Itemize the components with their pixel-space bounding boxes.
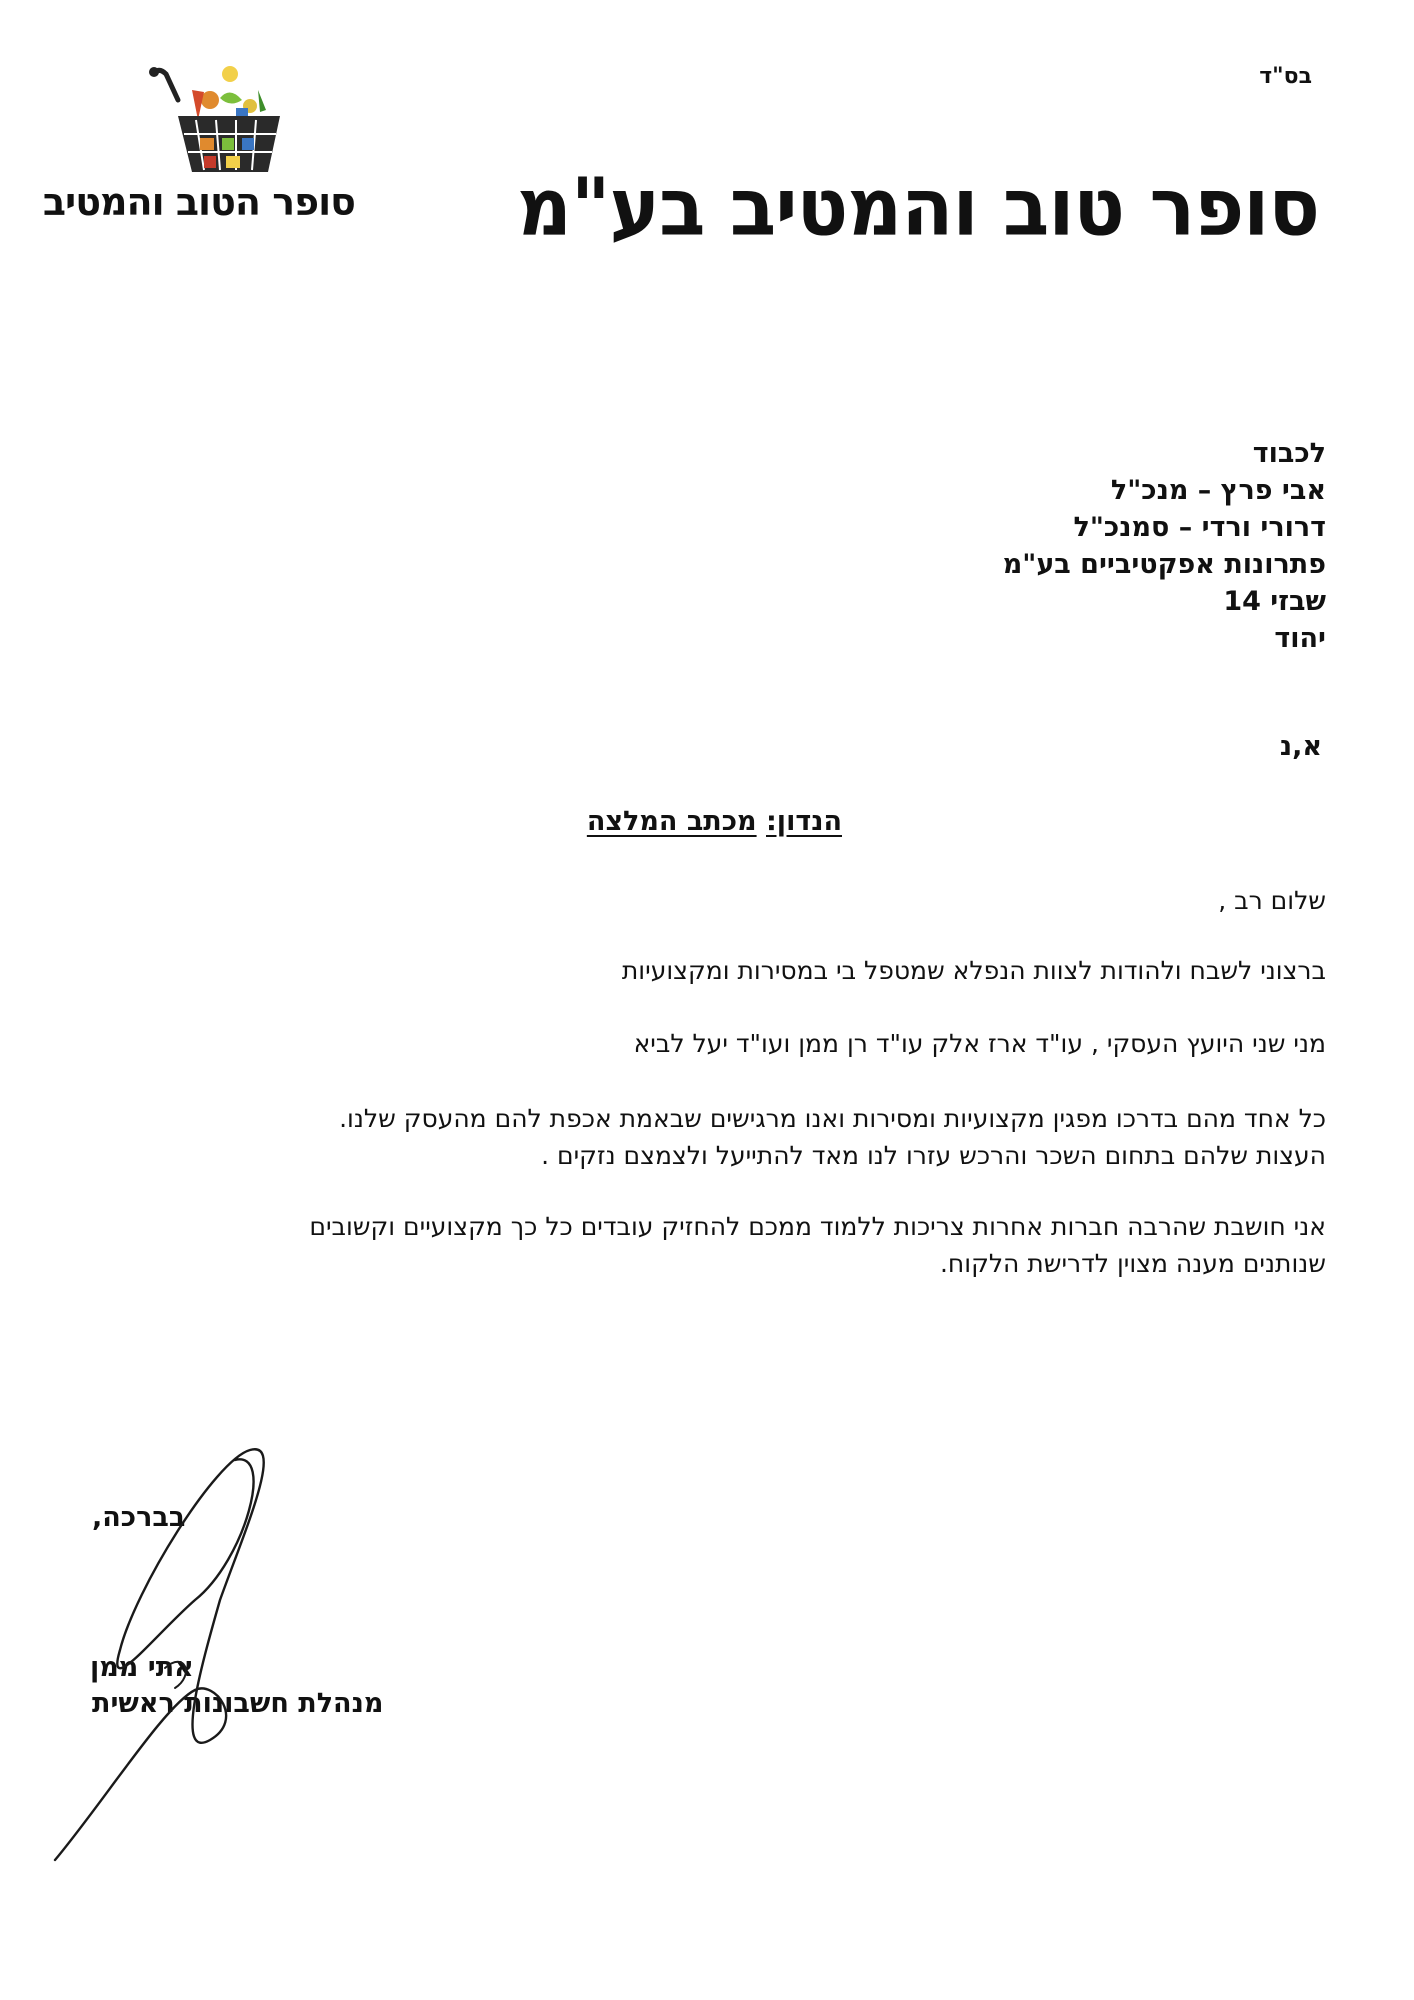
signer-title: מנהלת חשבונות ראשית <box>92 1688 384 1719</box>
paragraph-3-line-1: כל אחד מהם בדרכו מפגין מקצועיות ומסירות ואנו מרגישים שבאמת אכפת להם מהעסק שלנו. <box>339 1104 1326 1133</box>
address-line: שבזי 14 <box>1223 586 1326 617</box>
address-line: אבי פרץ – מנכ"ל <box>1110 475 1326 506</box>
attn-line: א,נ <box>1279 731 1322 762</box>
logo-text: סופר הטוב והמטיב <box>42 180 355 224</box>
greeting-text: שלום רב , <box>1218 886 1326 915</box>
address-line: לכבוד <box>1252 438 1326 469</box>
greeting <box>86 882 1326 919</box>
address-block <box>1003 435 1326 657</box>
paragraph-1 <box>86 952 1326 989</box>
subject-line <box>587 806 842 837</box>
paragraph-4 <box>86 1208 1326 1282</box>
paragraph-2-text: מני שני היועץ העסקי , עו"ד ארז אלק עו"ד רן ממן ועו"ד יעל לביא <box>633 1029 1326 1058</box>
paragraph-3 <box>86 1100 1326 1174</box>
paragraph-4-line-2: שנותנים מענה מצוין לדרישת הלקוח. <box>939 1249 1326 1278</box>
subject-text: מכתב המלצה <box>586 806 757 837</box>
company-name: סופר טוב והמטיב בע"מ <box>516 160 1319 254</box>
address-line: דרורי ורדי – סמנכ"ל <box>1073 512 1326 543</box>
signer-name: אתי ממן <box>90 1652 194 1683</box>
address-line: יהוד <box>1274 623 1326 654</box>
paragraph-3-line-2: העצות שלהם בתחום השכר והרכש עזרו לנו מאד להתייעל ולצמצם נזקים . <box>541 1141 1326 1170</box>
bsd-header: בס"ד <box>1259 64 1312 89</box>
paragraph-1-text: ברצוני לשבח ולהודות לצוות הנפלא שמטפל בי במסירות ומקצועיות <box>621 956 1326 985</box>
subject-prefix: הנדון: <box>766 806 842 837</box>
address-line: פתרונות אפקטיביים בע"מ <box>1002 549 1326 580</box>
closing: בברכה, <box>92 1502 186 1533</box>
paragraph-4-line-1: אני חושבת שהרבה חברות אחרות צריכות ללמוד ממכם להחזיק עובדים כל כך מקצועיים וקשובים <box>309 1212 1326 1241</box>
paragraph-2 <box>86 1025 1326 1062</box>
